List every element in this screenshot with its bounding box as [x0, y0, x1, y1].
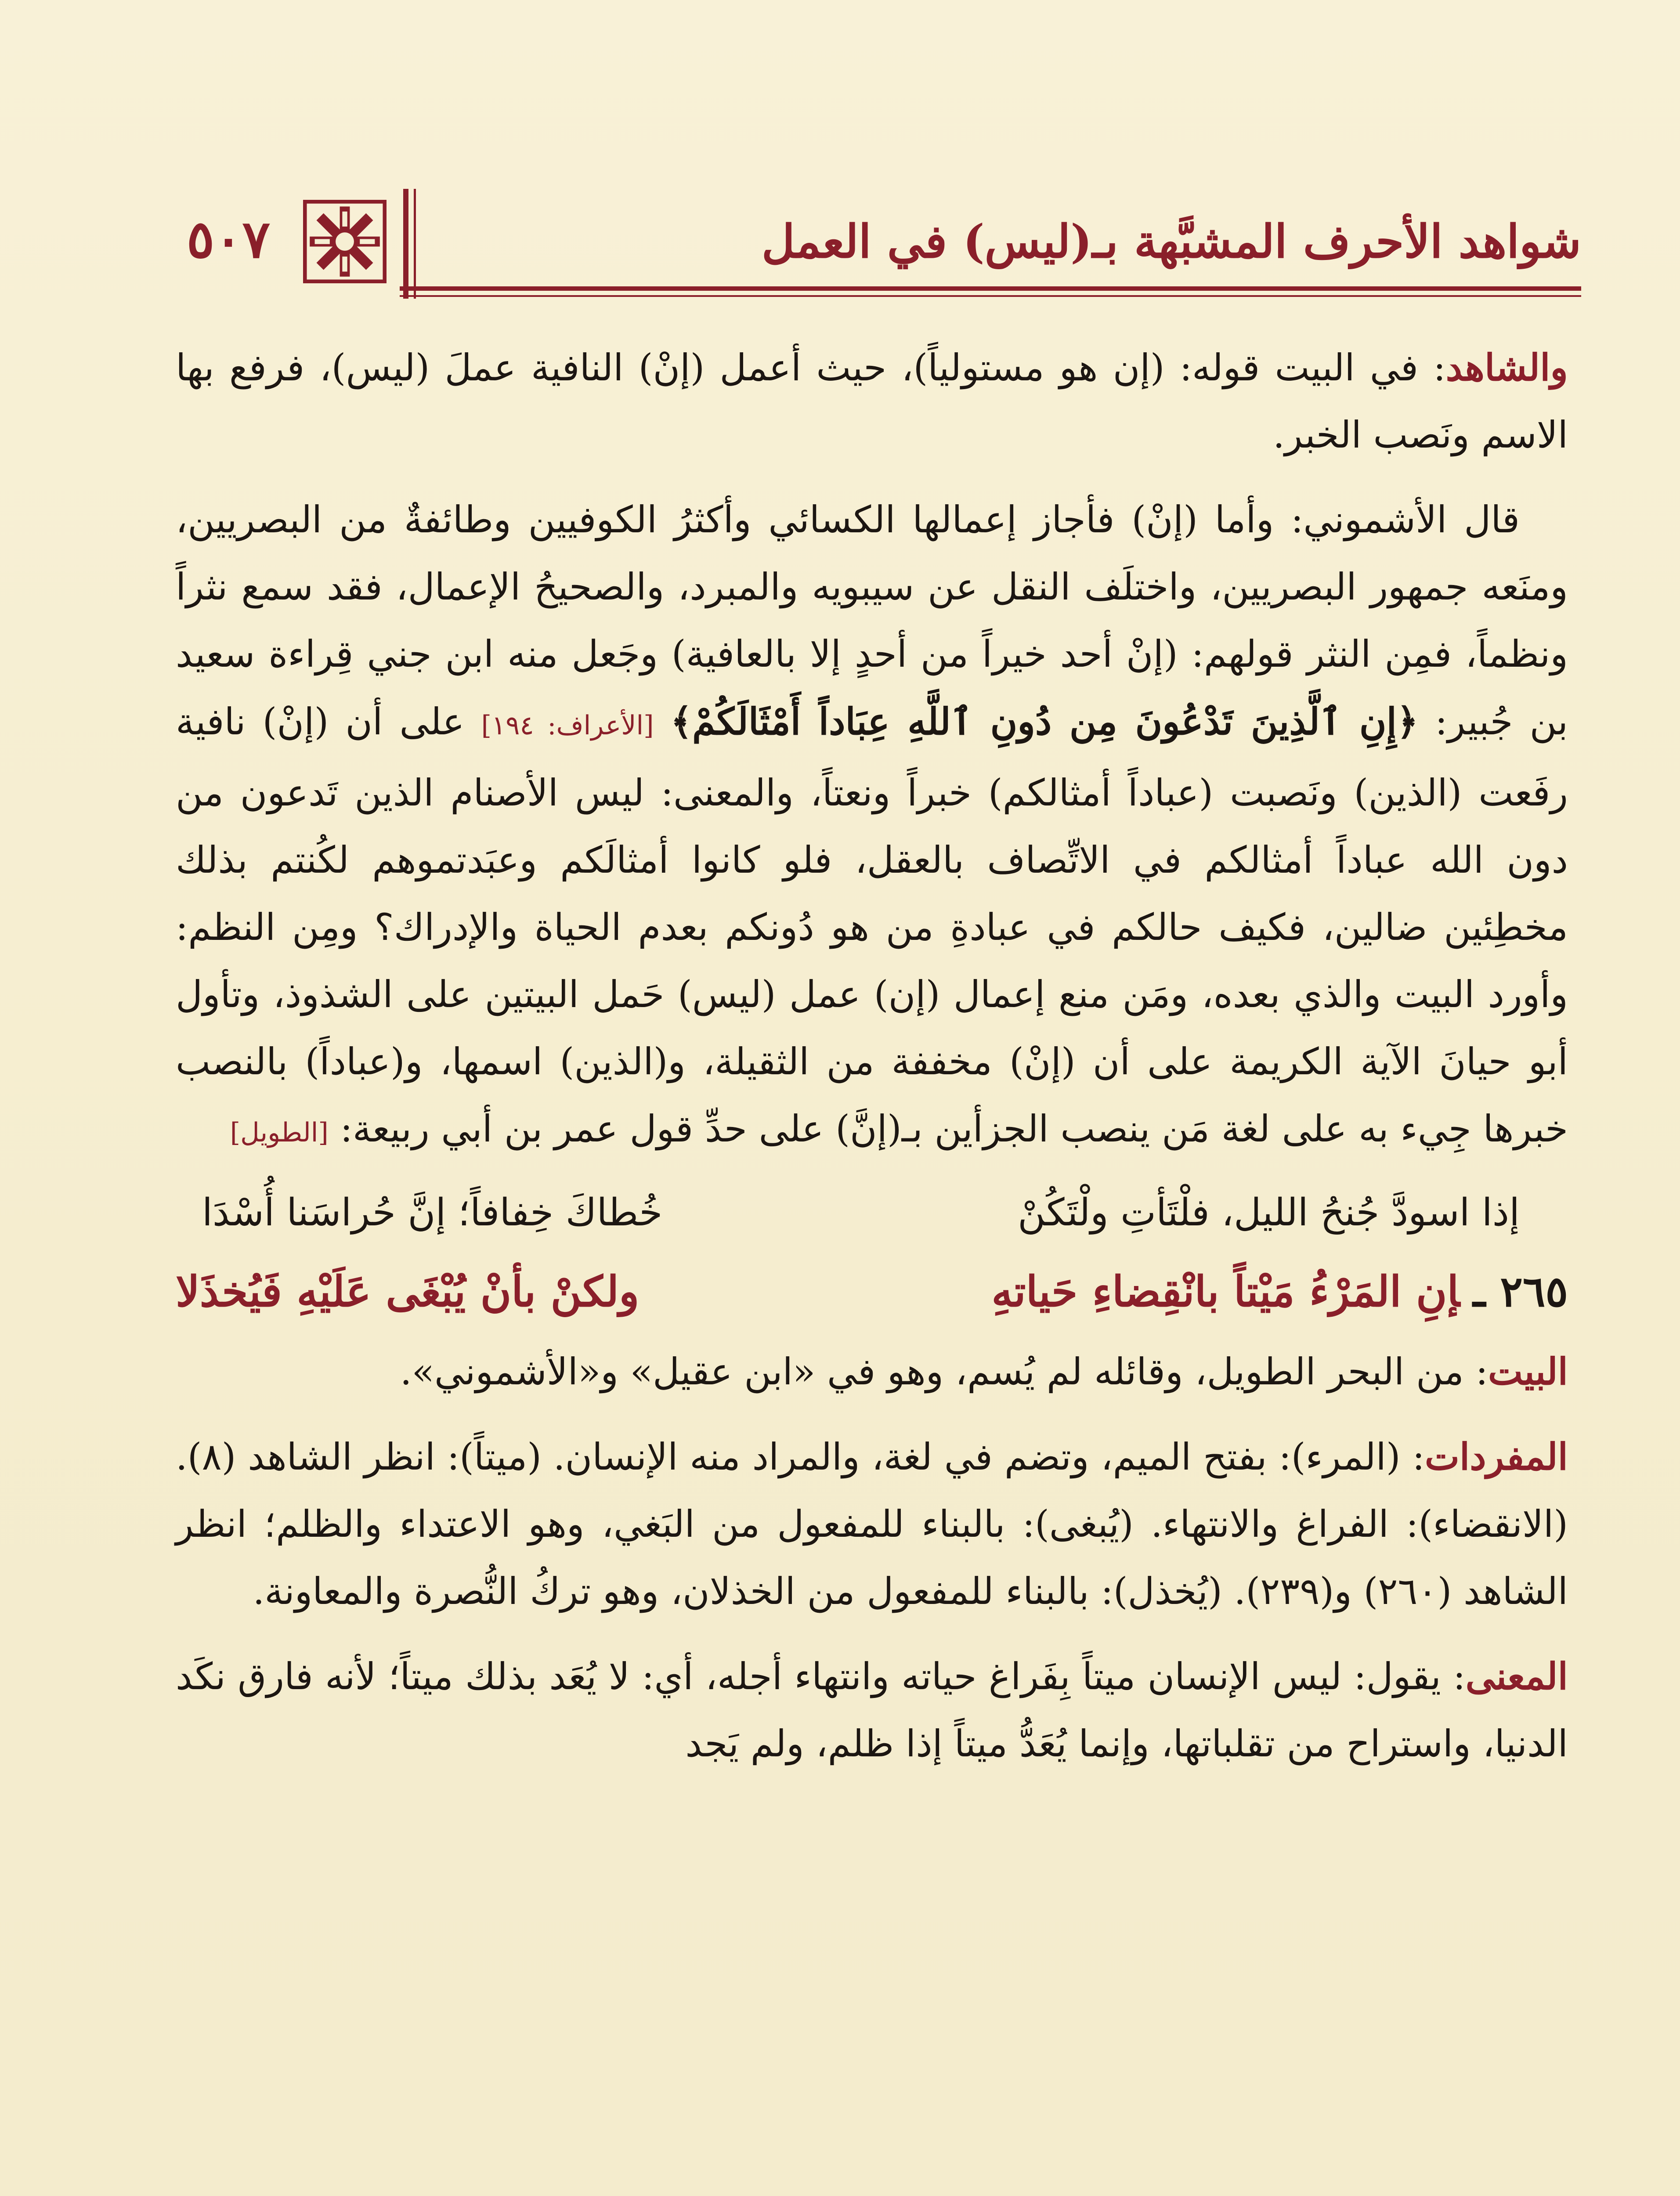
mufradat-paragraph — [176, 1423, 1568, 1625]
bayt-text: : من البحر الطويل، وقائله لم يُسم، وهو في «ابن عقيل» و«الأشموني». — [400, 1350, 1488, 1393]
meter-tag: [الطويل] — [230, 1117, 329, 1148]
main-verse-first-half — [992, 1254, 1568, 1329]
quoted-verse — [176, 1175, 1568, 1250]
page-header — [163, 189, 1581, 299]
main-verse — [176, 1254, 1568, 1329]
star-ornament-icon — [303, 200, 387, 283]
verse-first-half: إذا اسودَّ جُنحُ الليل، فلْتَأتِ ولْتَكُنْ — [1018, 1191, 1520, 1235]
ashmouni-paragraph — [176, 486, 1568, 1167]
ashmouni-text-part1: قال الأشموني: وأما (إنْ) فأجاز إعمالها الكسائي وأكثرُ الكوفيين وطائفةٌ من البصريين، ومنَعه جمهور البصريين، واختلَف النقل عن سيبويه والمبرد، والصحيحُ الإعمال، فقد سمع نثراً ونظماً، فمِن النثر قولهم: (إنْ أحد خيراً من أحدٍ إلا بالعافية) وجَعل منه ابن جني قِراءة سعيد بن جُبير: — [176, 498, 1568, 743]
header-divider — [400, 189, 426, 299]
shahid-label: والشاهد — [1445, 346, 1568, 389]
verse-number: ٢٦٥ ـ — [1473, 1267, 1568, 1316]
quran-citation: [الأعراف: ١٩٤] — [481, 710, 654, 741]
header-rule-thin — [400, 295, 1581, 297]
ashmouni-text-part2: على أن (إنْ) نافية رفَعت (الذين) ونَصبت (عباداً أمثالكم) خبراً ونعتاً، والمعنى: ليس الأصنام الذين تَدعون من دون الله عباداً أمثالكم في الاتِّصاف بالعقل، فلو كانوا أمثالَكم وعبَدتموهم لكُنتم بذلك مخطِئين ضالين، فكيف حالكم في عبادةِ من هو دُونكم بعدم الحياة والإدراك؟ ومِن النظم: وأورد البيت والذي بعده، ومَن منع إعمال (إن) عمل (ليس) حَمل البيتين على الشذوذ، وتأول أبو حيانَ الآية الكريمة على أن (إنْ) مخففة من الثقيلة، و(الذين) اسمها، و(عباداً) بالنصب خبرها جِيء به على لغة مَن ينصب الجزأين بـ(إنَّ) على حدِّ قول عمر بن أبي ربيعة: — [176, 700, 1568, 1150]
quran-quote: ﴿إِنِ ٱلَّذِينَ تَدْعُونَ مِن دُونِ ٱللَّهِ عِبَاداً أَمْثَالَكُمْ﴾ — [670, 700, 1419, 743]
verse-second-half: خُطاكَ خِفافاً؛ إنَّ حُراسَنا أُسْدَا — [202, 1191, 663, 1235]
bayt-paragraph — [176, 1338, 1568, 1405]
page-number: ٥٠٧ — [186, 209, 271, 270]
maana-label: المعنى — [1465, 1654, 1568, 1698]
shahid-paragraph — [176, 334, 1568, 469]
bayt-label: البيت — [1488, 1350, 1568, 1393]
header-rule — [400, 286, 1581, 291]
maana-paragraph — [176, 1643, 1568, 1777]
main-verse-first-text: إنِ المَرْءُ مَيْتاً بانْقِضاءِ حَياتهِ — [991, 1267, 1460, 1316]
maana-text: : يقول: ليس الإنسان ميتاً بِفَراغ حياته وانتهاء أجله، أي: لا يُعَد بذلك ميتاً؛ لأنه فارق نكَد الدنيا، واستراح من تقلباتها، وإنما يُعَدُّ ميتاً إذا ظلم، ولم يَجد — [176, 1655, 1568, 1765]
shahid-text: : في البيت قوله: (إن هو مستولياً)، حيث أعمل (إنْ) النافية عملَ (ليس)، فرفع بها الاسم ونَصب الخبر. — [176, 346, 1568, 456]
running-title: شواهد الأحرف المشبَّهة بـ(ليس) في العمل — [761, 214, 1581, 268]
mufradat-text: : (المرء): بفتح الميم، وتضم في لغة، والمراد منه الإنسان. (ميتاً): انظر الشاهد (٨). (الانقضاء): الفراغ والانتهاء. (يُبغى): بالبناء للمفعول من البَغي، وهو الاعتداء والظلم؛ انظر الشاهد (٢٦٠) و(٢٣٩). (يُخذل): بالبناء للمفعول من الخذلان، وهو تركُ النُّصرة والمعاونة. — [176, 1435, 1568, 1613]
main-verse-second-half: ولكنْ بأنْ يُبْغَى عَلَيْهِ فَيُخذَلا — [176, 1267, 639, 1316]
mufradat-label: المفردات — [1424, 1435, 1568, 1478]
main-text — [176, 334, 1568, 1777]
